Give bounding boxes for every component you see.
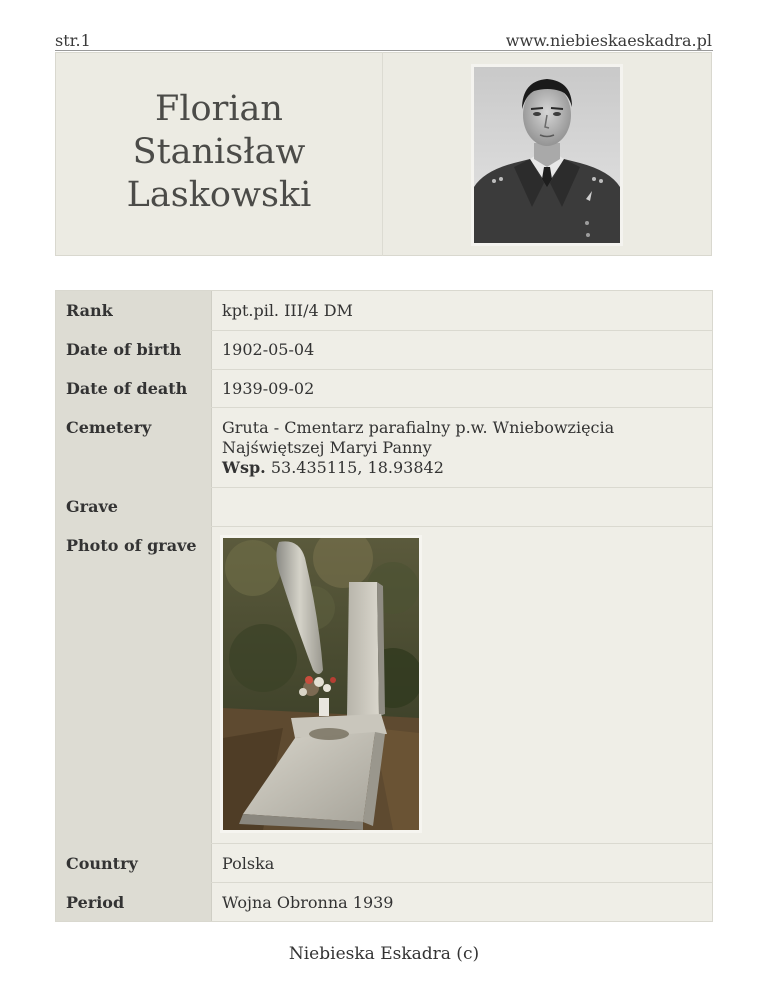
cemetery-name-line1: Gruta - Cmentarz parafialny p.w. Wniebowzięcia — [222, 418, 615, 437]
cemetery-name-line2: Najświętszej Maryi Panny — [222, 438, 432, 457]
death-date-value: 1939-09-02 — [222, 379, 315, 398]
portrait-photo — [471, 64, 623, 246]
header-divider-line — [55, 50, 713, 51]
period-value: Wojna Obronna 1939 — [222, 893, 394, 912]
row-divider — [211, 330, 712, 331]
row-divider — [211, 526, 712, 527]
column-divider — [211, 291, 212, 921]
cemetery-value — [222, 418, 614, 478]
person-name — [55, 88, 383, 217]
death-date-label: Date of death — [66, 379, 188, 398]
rank-label: Rank — [66, 301, 113, 320]
grave-photo-label: Photo of grave — [66, 536, 197, 555]
row-divider — [211, 882, 712, 883]
row-divider — [211, 369, 712, 370]
page-number: str.1 — [55, 31, 91, 50]
first-name: Florian — [155, 89, 283, 129]
period-label: Period — [66, 893, 125, 912]
coordinates-value: 53.435115, 18.93842 — [270, 458, 444, 477]
row-divider — [211, 407, 712, 408]
country-label: Country — [66, 854, 138, 873]
cemetery-label: Cemetery — [66, 418, 152, 437]
portrait-image — [474, 67, 620, 243]
footer-copyright: Niebieska Eskadra (c) — [288, 944, 480, 964]
grave-image — [223, 538, 419, 830]
cemetery-coordinates — [222, 458, 614, 478]
middle-name: Stanisław — [132, 132, 306, 172]
birth-date-value: 1902-05-04 — [222, 340, 315, 359]
country-value: Polska — [222, 854, 275, 873]
grave-photo — [220, 535, 422, 833]
row-divider — [211, 487, 712, 488]
last-name: Laskowski — [126, 175, 312, 215]
birth-date-label: Date of birth — [66, 340, 182, 359]
coordinates-label: Wsp. — [222, 458, 266, 477]
grave-label: Grave — [66, 497, 118, 516]
row-divider — [211, 843, 712, 844]
rank-value: kpt.pil. III/4 DM — [222, 301, 353, 320]
site-url[interactable]: www.niebieskaeskadra.pl — [505, 31, 712, 50]
